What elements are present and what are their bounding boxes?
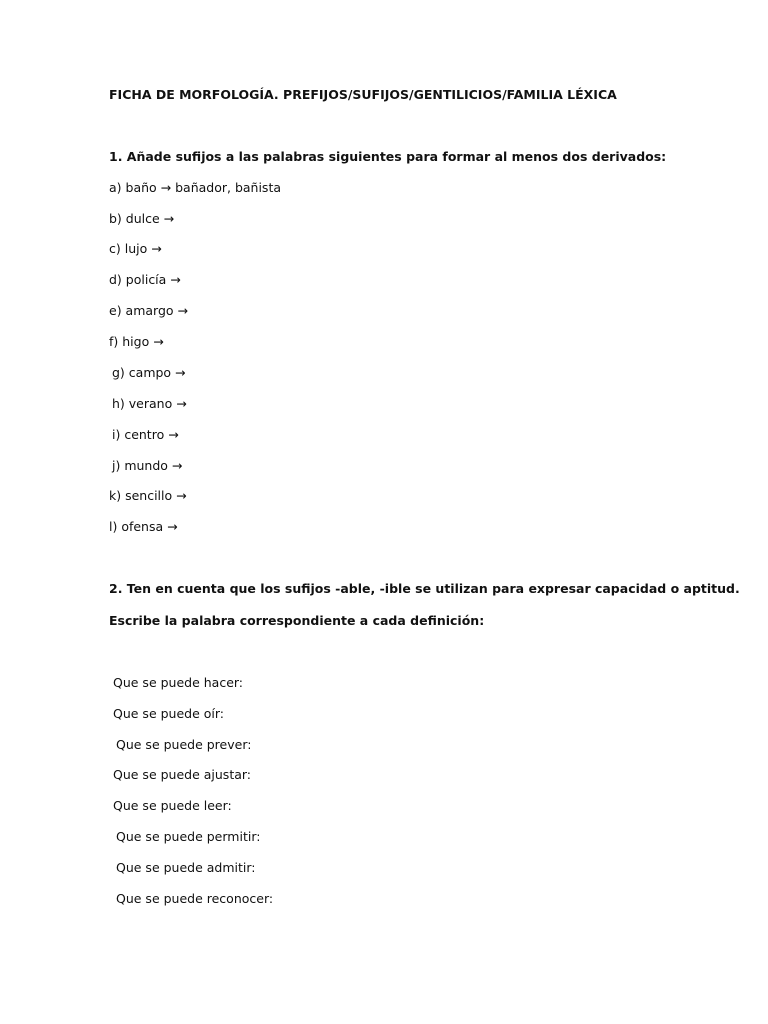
- exercise-2-item: Que se puede oír:: [113, 706, 224, 721]
- exercise-1-item-j: j) mundo →: [112, 458, 183, 473]
- exercise-1-item-c: c) lujo →: [109, 241, 162, 256]
- exercise-2-heading: 2. Ten en cuenta que los sufijos -able, -ible se utilizan para expresar capacidad o aptitud.: [109, 581, 740, 596]
- exercise-2-subheading: Escribe la palabra correspondiente a cada definición:: [109, 613, 485, 628]
- document-title: FICHA DE MORFOLOGÍA. PREFIJOS/SUFIJOS/GENTILICIOS/FAMILIA LÉXICA: [109, 87, 617, 102]
- exercise-1-item-a: a) baño → bañador, bañista: [109, 180, 282, 195]
- exercise-1-item-g: g) campo →: [112, 365, 186, 380]
- exercise-1-item-b: b) dulce →: [109, 211, 175, 226]
- exercise-1-item-l: l) ofensa →: [109, 519, 178, 534]
- exercise-1-heading: 1. Añade sufijos a las palabras siguientes para formar al menos dos derivados:: [109, 149, 667, 164]
- exercise-2-item: Que se puede hacer:: [113, 675, 244, 690]
- exercise-1-item-h: h) verano →: [112, 396, 187, 411]
- exercise-1-item-i: i) centro →: [112, 427, 179, 442]
- exercise-2-item: Que se puede ajustar:: [113, 767, 252, 782]
- exercise-1-item-e: e) amargo →: [109, 303, 188, 318]
- exercise-2-item: Que se puede reconocer:: [116, 891, 274, 906]
- exercise-1-item-f: f) higo →: [109, 334, 164, 349]
- exercise-2-item: Que se puede leer:: [113, 798, 232, 813]
- exercise-1-item-d: d) policía →: [109, 272, 181, 287]
- exercise-1-item-k: k) sencillo →: [109, 488, 187, 503]
- exercise-2-item: Que se puede prever:: [116, 737, 252, 752]
- exercise-2-item: Que se puede permitir:: [116, 829, 261, 844]
- exercise-2-item: Que se puede admitir:: [116, 860, 256, 875]
